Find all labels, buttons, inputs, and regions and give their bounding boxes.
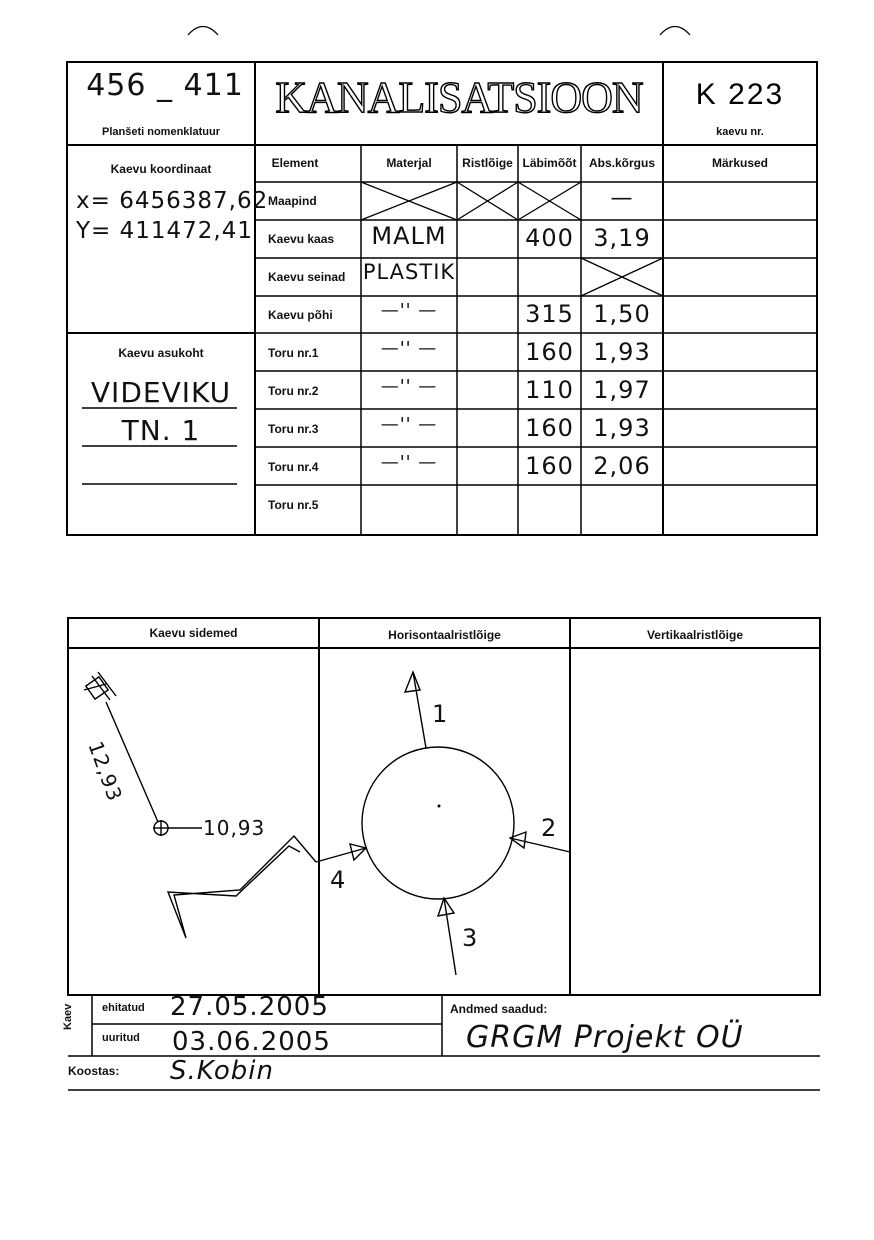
- header-labimoot: Läbimõõt: [522, 156, 577, 170]
- row-abs: 1,50: [593, 300, 651, 328]
- ehitatud-label: ehitatud: [102, 1002, 145, 1014]
- pipe-label-1: 1: [432, 700, 449, 728]
- row-element: Kaevu põhi: [268, 308, 333, 322]
- row-abs: 1,93: [593, 338, 651, 366]
- ehitatud-value: 27.05.2005: [170, 992, 329, 1022]
- row-element: Toru nr.1: [268, 346, 319, 360]
- row-labimoot: 110: [525, 376, 574, 404]
- row-materjal: —'' —: [380, 338, 438, 359]
- well-number-label: kaevu nr.: [716, 126, 764, 138]
- pipe-label-2: 2: [541, 814, 558, 842]
- row-element: Toru nr.5: [268, 498, 319, 512]
- distance-label-2: 10,93: [203, 816, 266, 840]
- header-element: Element: [271, 156, 319, 170]
- row-abs: 1,93: [593, 414, 651, 442]
- row-labimoot: 400: [525, 224, 574, 252]
- row-element: Toru nr.2: [268, 384, 319, 398]
- row-element: Kaevu kaas: [268, 232, 335, 246]
- coordinate-y: Y= 411472,41: [76, 218, 254, 244]
- header-abs-korgus: Abs.kõrgus: [588, 156, 655, 170]
- nomenclature-label: Planšeti nomenklatuur: [102, 126, 220, 138]
- location-line-2: TN. 1: [121, 414, 201, 447]
- row-element: Maapind: [268, 194, 317, 208]
- row-materjal: PLASTIK: [362, 260, 456, 284]
- location-label: Kaevu asukoht: [118, 346, 204, 360]
- well-number: K 223: [695, 78, 785, 111]
- distance-label-1: 12,93: [83, 738, 128, 805]
- row-element: Toru nr.3: [268, 422, 319, 436]
- row-materjal: —'' —: [380, 300, 438, 321]
- form-title: KANALISATSIOON: [275, 73, 643, 122]
- row-abs: 1,97: [593, 376, 651, 404]
- row-labimoot: 315: [525, 300, 574, 328]
- row-materjal: —'' —: [380, 414, 438, 435]
- header-markused: Märkused: [711, 156, 769, 170]
- andmed-label: Andmed saadud:: [450, 1002, 548, 1016]
- row-materjal: —'' —: [380, 376, 438, 397]
- pipe-label-4: 4: [330, 866, 347, 894]
- row-labimoot: 160: [525, 452, 574, 480]
- andmed-value: GRGM Projekt OÜ: [466, 1020, 744, 1055]
- koostas-value: S.Kobin: [170, 1056, 275, 1086]
- location-line-1: VIDEVIKU: [90, 376, 232, 409]
- row-abs: 3,19: [593, 224, 651, 252]
- sketch-title-sidemed: Kaevu sidemed: [149, 626, 238, 640]
- header-materjal: Materjal: [386, 156, 432, 170]
- sketch-title-vertikaal: Vertikaalristlõige: [646, 628, 744, 642]
- row-element: Toru nr.4: [268, 460, 319, 474]
- row-element: Kaevu seinad: [268, 270, 346, 284]
- koostas-label: Koostas:: [68, 1064, 120, 1078]
- row-materjal: MALM: [371, 222, 447, 250]
- row-materjal: —'' —: [380, 452, 438, 473]
- uuritud-label: uuritud: [102, 1032, 140, 1044]
- row-abs: —: [610, 186, 634, 211]
- header-ristloige: Ristlõige: [462, 156, 513, 170]
- nomenclature-value: 456 _ 411: [86, 68, 244, 103]
- row-labimoot: 160: [525, 338, 574, 366]
- coordinates-label: Kaevu koordinaat: [110, 162, 212, 176]
- kaev-label: Kaev: [62, 1003, 74, 1030]
- sketch-title-horisontaal: Horisontaalristlõige: [388, 628, 501, 642]
- uuritud-value: 03.06.2005: [172, 1027, 331, 1057]
- coordinate-x: x= 6456387,62: [76, 188, 269, 214]
- pipe-label-3: 3: [462, 924, 479, 952]
- row-abs: 2,06: [593, 452, 651, 480]
- row-labimoot: 160: [525, 414, 574, 442]
